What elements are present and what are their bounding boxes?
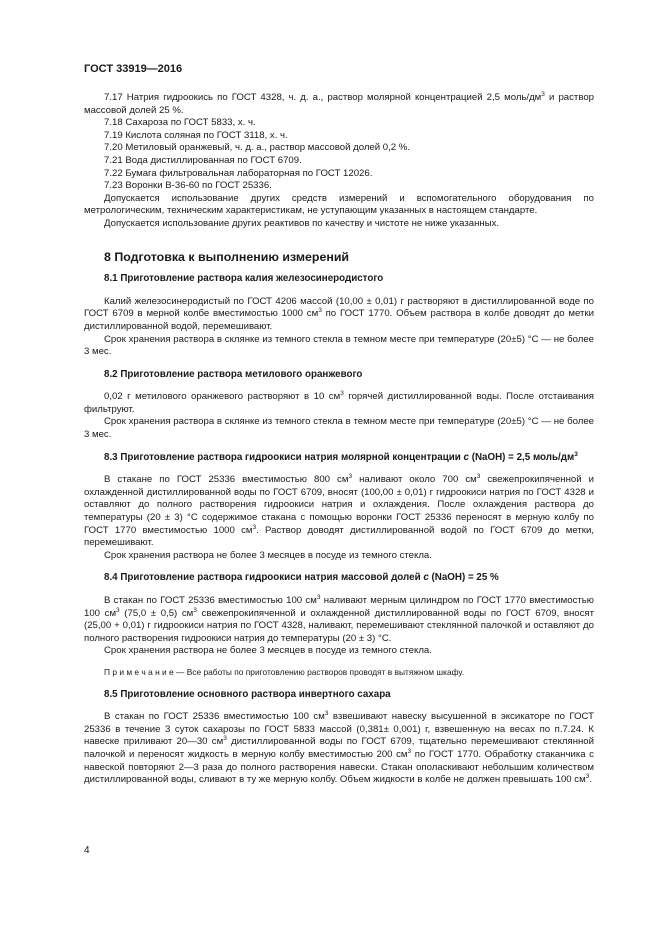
allowance-equipment: Допускается использование других средств измерений и вспомогательного оборудования по метрологическим, техническим характеристикам, не уступающим указанных в настоящем стандарте. <box>84 192 594 217</box>
s81-paragraph-1: Калий железосинеродистый по ГОСТ 4206 массой (10,00 ± 0,01) г растворяют в дистиллированной воде по ГОСТ 6709 в мерной колбе вместимостью 1000 $см^3$ по ГОСТ 1770. Объем раствора в колбе доводят до метки дистиллированной водой, перемешивают. <box>84 295 594 332</box>
subsection-8-1-heading: 8.1 Приготовление раствора калия железосинеродистого <box>104 273 384 285</box>
subsection-8-3-heading: 8.3 Приготовление раствора гидроокиси натрия молярной концентрации c (NaOH) = 2,5 моль/$дм^3$ <box>104 450 578 463</box>
item-7-20: 7.20 Метиловый оранжевый, ч. д. а., раствор массовой долей 0,2 %. <box>104 142 410 154</box>
s83-paragraph-2: Срок хранения раствора не более 3 месяцев в посуде из темного стекла. <box>104 549 432 561</box>
subsection-8-2-heading: 8.2 Приготовление раствора метилового оранжевого <box>104 368 363 380</box>
item-7-22: 7.22 Бумага фильтровальная лабораторная по ГОСТ 12026. <box>104 167 373 179</box>
standard-code-header: ГОСТ 33919—2016 <box>84 63 183 75</box>
s84-paragraph-2: Срок хранения раствора не более 3 месяцев в посуде из темного стекла. <box>104 645 432 657</box>
page-number: 4 <box>84 845 90 856</box>
item-7-23: 7.23 Воронки В-36-60 по ГОСТ 25336. <box>104 180 272 192</box>
s83-paragraph-1: В стакане по ГОСТ 25336 вместимостью 800 $см^3$ наливают около 700 $см^3$ свежепрокипяченной и охлажденной дистиллированной воды по ГОСТ 6709, вносят (100,00 ± 0,01) г гидроокиси натрия по ГОСТ 4328 и оставляют до полного растворения гидроокиси натрия и охлаждения. После охлаждения раствора до температуры (20 ± 3) °С содержимое стакана с помощью воронки ГОСТ 25336 переносят в мерную колбу по ГОСТ 1770 вместимостью 1000 $см^3$. Раствор доводят дистиллированной водой по ГОСТ 6709 до метки, перемешивают. <box>84 473 594 549</box>
s84-note: П р и м е ч а н и е — Все работы по приготовлению растворов проводят в вытяжном шкафу. <box>104 666 465 677</box>
subsection-8-4-heading: 8.4 Приготовление раствора гидроокиси натрия массовой долей c (NaOH) = 25 % <box>104 572 499 584</box>
item-7-17: 7.17 Натрия гидроокись по ГОСТ 4328, ч. д. а., раствор молярной концентрацией 2,5 моль/$дм^3$ и раствор массовой долей 25 %. <box>84 91 594 116</box>
item-7-18: 7.18 Сахароза по ГОСТ 5833, х. ч. <box>104 117 256 129</box>
s85-paragraph-1: В стакан по ГОСТ 25336 вместимостью 100 $см^3$ взвешивают навеску высушенной в эксикаторе по ГОСТ 25336 в течение 3 суток сахарозы по ГОСТ 5833 массой (0,381± 0,001) г, взвешенную на весах по п.7.24. К навеске приливают 20—30 $см^3$ дистиллированной воды по ГОСТ 6709, тщательно перемешивают стеклянной палочкой и переносят жидкость в мерную колбу вместимостью 200 $см^3$ по ГОСТ 1770. Обработку стаканчика с навеской повторяют 2—3 раза до полного растворения навески. Стакан ополаскивают небольшим количеством дистиллированной воды, сливают в ту же мерную колбу. Объем жидкости в колбе не должен превышать 100 $см^3$. <box>84 710 595 786</box>
item-7-19: 7.19 Кислота соляная по ГОСТ 3118, х. ч. <box>104 129 288 141</box>
allowance-reagents: Допускается использование других реактивов по качеству и чистоте не ниже указанных. <box>104 217 500 229</box>
section-8-heading: 8 Подготовка к выполнению измерений <box>104 249 350 264</box>
item-7-21: 7.21 Вода дистиллированная по ГОСТ 6709. <box>104 154 302 166</box>
s84-paragraph-1: В стакан по ГОСТ 25336 вместимостью 100 $см^3$ наливают мерным цилиндром по ГОСТ 1770 вместимостью 100 $см^3$ (75,0 ± 0,5) $см^3$ свежепрокипяченной и охлажденной дистиллированной воды по ГОСТ 6709, вносят (25,00 + 0,01) г гидроокиси натрия по ГОСТ 4328, наливают, перемешивают стеклянной палочкой и оставляют до полного растворения гидроокиси натрия до температуры (20 ± 3) °С. <box>84 594 595 644</box>
page-content <box>84 92 594 787</box>
s81-paragraph-2: Срок хранения раствора в склянке из темного стекла в темном месте при температуре (20±5) °С — не более 3 мес. <box>84 333 594 358</box>
s82-paragraph-1: 0,02 г метилового оранжевого растворяют в 10 $см^3$ горячей дистиллированной воды. После отстаивания фильтруют. <box>84 390 594 415</box>
subsection-8-5-heading: 8.5 Приготовление основного раствора инвертного сахара <box>104 688 391 700</box>
s82-paragraph-2: Срок хранения раствора в склянке из темного стекла в темном месте при температуре (20±5) °С — не более 3 мес. <box>84 416 594 441</box>
